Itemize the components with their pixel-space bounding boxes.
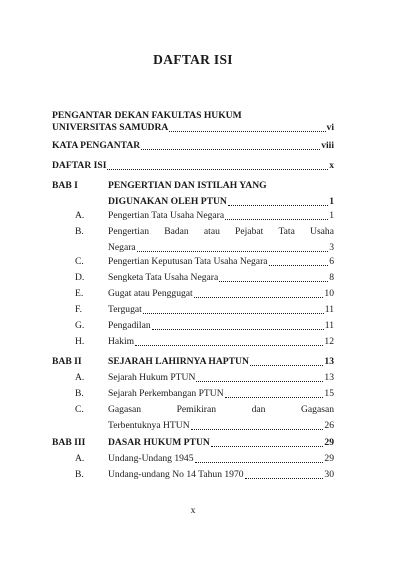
leader-dots <box>219 281 328 282</box>
chapter-title-line: PENGERTIAN DAN ISTILAH YANG <box>108 180 267 191</box>
toc-entry-text: Negara <box>108 242 136 253</box>
leader-dots <box>228 205 328 206</box>
toc-entry-text: Pengertian Keputusan Tata Usaha Negara <box>108 256 268 267</box>
toc-page-number: 29 <box>324 453 334 464</box>
leader-dots <box>225 219 328 220</box>
toc-entry-text <box>108 226 334 238</box>
toc-subentry <box>108 336 334 348</box>
toc-entry-text: Pengadilan <box>108 320 151 331</box>
toc-page-number: 30 <box>324 469 334 480</box>
page-title: DAFTAR ISI <box>153 52 233 67</box>
section-letter: D. <box>75 272 85 283</box>
leader-dots <box>143 313 324 314</box>
word: Tata <box>278 226 295 237</box>
chapter-label: BAB III <box>52 437 86 448</box>
toc-page-number: 8 <box>329 272 334 283</box>
page-number-footer: x <box>190 505 196 516</box>
section-letter: F. <box>75 304 82 315</box>
toc-subentry <box>108 320 334 332</box>
toc-page-number: 15 <box>324 388 334 399</box>
section-letter: B. <box>75 469 84 480</box>
leader-dots <box>269 265 329 266</box>
leader-dots <box>196 381 323 382</box>
chapter-title-line: DIGUNAKAN OLEH PTUN <box>108 196 227 207</box>
toc-entry-text: Gugat atau Penggugat <box>108 288 193 299</box>
leader-dots <box>250 365 323 366</box>
toc-page-number: 13 <box>324 356 334 367</box>
toc-entry-text: KATA PENGANTAR <box>52 140 141 151</box>
section-letter: A. <box>75 372 85 383</box>
chapter-title-line: DASAR HUKUM PTUN <box>108 437 210 448</box>
word: Gagasan <box>108 404 142 415</box>
toc-page-number: 3 <box>329 242 334 253</box>
leader-dots <box>169 131 325 132</box>
section-letter: B. <box>75 226 84 237</box>
toc-subentry <box>108 372 334 384</box>
toc-entry-text: Sejarah Perkembangan PTUN <box>108 388 224 399</box>
chapter-label: BAB I <box>52 180 78 191</box>
leader-dots <box>107 169 328 170</box>
toc-entry-text: Pengertian Tata Usaha Negara <box>108 210 225 221</box>
leader-dots <box>245 478 324 479</box>
toc-page-number: vi <box>326 122 334 133</box>
section-letter: B. <box>75 388 84 399</box>
word: Usaha <box>310 226 334 237</box>
toc-page-number: 1 <box>329 210 334 221</box>
toc-subentry <box>108 453 334 465</box>
toc-subentry <box>108 388 334 400</box>
chapter-title <box>108 437 334 449</box>
word: Pejabat <box>235 226 264 237</box>
toc-subentry <box>108 304 334 316</box>
toc-entry-text: UNIVERSITAS SAMUDRA <box>52 122 169 133</box>
toc-subentry <box>108 272 334 284</box>
word: atau <box>203 226 220 237</box>
toc-entry-text <box>108 404 334 416</box>
leader-dots <box>195 462 324 463</box>
toc-subentry <box>108 256 334 268</box>
word: Pengertian <box>108 226 150 237</box>
toc-page-number: viii <box>321 140 334 151</box>
toc-page-number: 11 <box>324 304 334 315</box>
toc-entry-kata-pengantar <box>52 140 334 152</box>
chapter-title <box>108 356 334 368</box>
toc-entry-text: PENGANTAR DEKAN FAKULTAS HUKUM <box>52 110 242 121</box>
leader-dots <box>137 251 329 252</box>
toc-entry-daftar-isi <box>52 160 334 172</box>
toc-entry-text: DAFTAR ISI <box>52 160 107 171</box>
leader-dots <box>191 429 324 430</box>
chapter-title <box>108 180 334 208</box>
leader-dots <box>225 397 324 398</box>
toc-subentry <box>108 288 334 300</box>
section-letter: C. <box>75 256 84 267</box>
toc-subentry <box>108 469 334 481</box>
toc-page-number: 12 <box>324 336 334 347</box>
word: Badan <box>164 226 189 237</box>
leader-dots <box>152 329 324 330</box>
toc-entry-text: Hakim <box>108 336 135 347</box>
toc-page-number: x <box>329 160 334 171</box>
section-letter: A. <box>75 210 85 221</box>
chapter-label: BAB II <box>52 356 82 367</box>
toc-subentry <box>108 226 334 254</box>
section-letter: E. <box>75 288 84 299</box>
toc-page-number: 13 <box>324 372 334 383</box>
toc-subentry <box>108 210 334 222</box>
toc-page-number: 29 <box>324 437 334 448</box>
toc-entry-text: Tergugat <box>108 304 142 315</box>
toc-entry-text: Undang-undang No 14 Tahun 1970 <box>108 469 244 480</box>
toc-entry-pengantar-dekan <box>52 110 334 134</box>
section-letter: H. <box>75 336 85 347</box>
toc-entry-text: Undang-Undang 1945 <box>108 453 194 464</box>
chapter-title-line: SEJARAH LAHIRNYA HAPTUN <box>108 356 249 367</box>
toc-page-number: 10 <box>324 288 334 299</box>
section-letter: C. <box>75 404 84 415</box>
toc-subentry <box>108 404 334 432</box>
leader-dots <box>135 345 323 346</box>
toc-page-number: 6 <box>329 256 334 267</box>
toc-entry-text: Terbentuknya HTUN <box>108 420 190 431</box>
leader-dots <box>194 297 324 298</box>
word: Gagasan <box>300 404 334 415</box>
toc-entry-text: Sengketa Tata Usaha Negara <box>108 272 219 283</box>
word: dan <box>251 404 266 415</box>
toc-page-number: 26 <box>324 420 334 431</box>
toc-entry-text: Sejarah Hukum PTUN <box>108 372 196 383</box>
leader-dots <box>141 149 320 150</box>
toc-page-number: 11 <box>324 320 334 331</box>
section-letter: A. <box>75 453 85 464</box>
word: Pemikiran <box>176 404 217 415</box>
section-letter: G. <box>75 320 85 331</box>
toc-page-number: 1 <box>329 196 334 207</box>
leader-dots <box>211 446 324 447</box>
